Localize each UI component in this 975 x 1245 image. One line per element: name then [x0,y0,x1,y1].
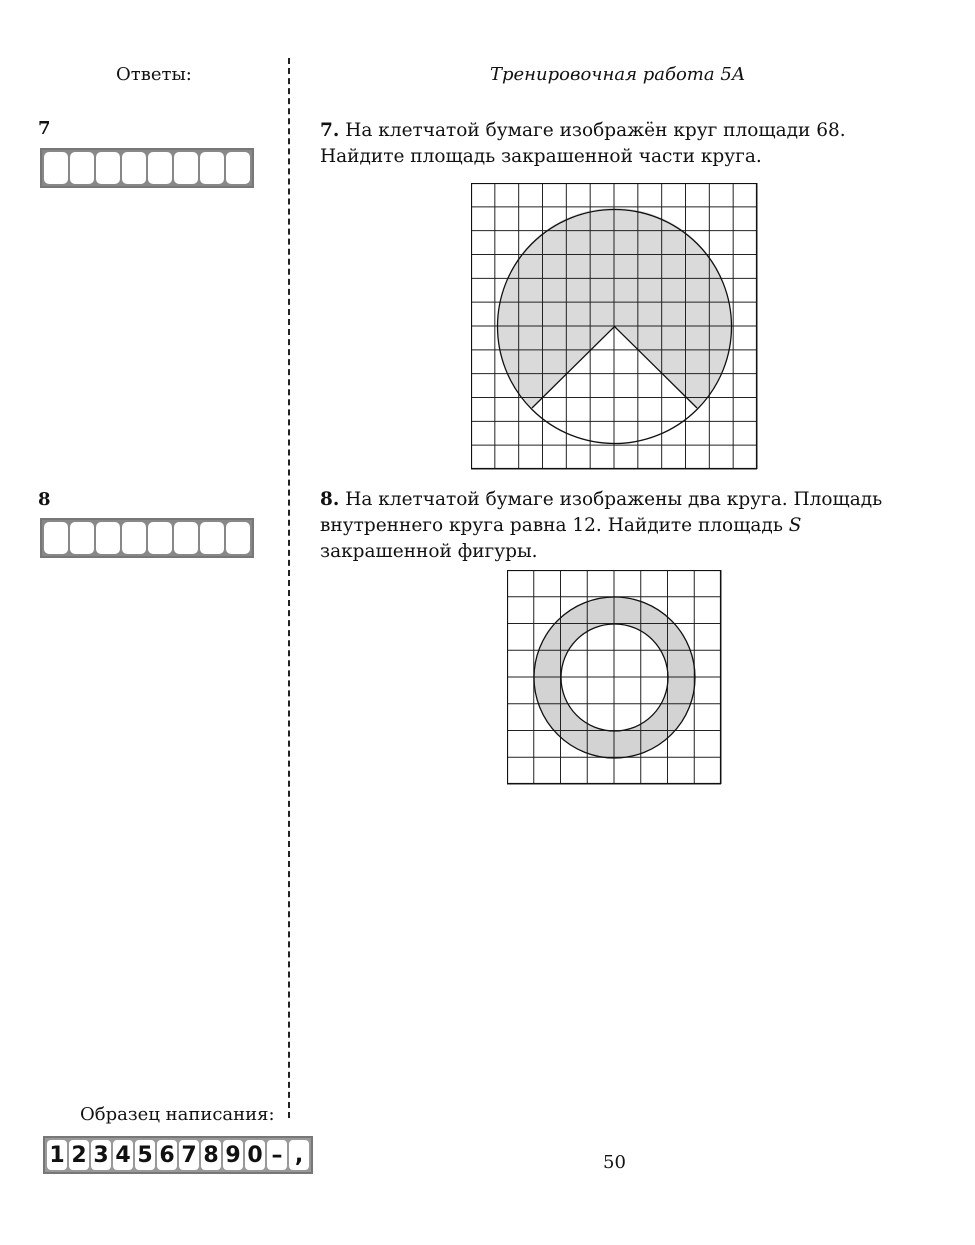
problem-text: На клетчатой бумаге изображён круг площади 68. Найдите площадь закрашенной части круга. [320,120,846,167]
answer-cell[interactable] [122,522,146,554]
answer-cell[interactable] [174,522,198,554]
sample-glyph: 5 [135,1140,155,1170]
answer-cell[interactable] [226,522,250,554]
variable-s: S [788,515,802,536]
sample-glyph: 6 [157,1140,177,1170]
answer-cell[interactable] [96,152,120,184]
sample-digits [43,1136,313,1174]
problem-7 [320,118,920,170]
sample-glyph: 2 [69,1140,89,1170]
answer-cell[interactable] [70,522,94,554]
answer-cell[interactable] [226,152,250,184]
answer-cell[interactable] [200,522,224,554]
answer-field-8[interactable] [40,518,254,558]
problem-number: 7. [320,120,340,141]
answer-cell[interactable] [148,522,172,554]
problem-number: 8. [320,489,340,510]
sample-glyph: 9 [223,1140,243,1170]
sample-glyph: – [267,1140,287,1170]
sample-glyph: 0 [245,1140,265,1170]
sample-glyph: 8 [201,1140,221,1170]
sample-glyph: 1 [47,1140,67,1170]
problem-text-part-2: закрашенной фигуры. [320,541,538,562]
answer-cell[interactable] [44,152,68,184]
sample-glyph: 4 [113,1140,133,1170]
answer-cell[interactable] [174,152,198,184]
sample-glyph: , [289,1140,309,1170]
answers-title: Ответы: [116,64,192,85]
sample-glyph: 3 [91,1140,111,1170]
answer-cell[interactable] [44,522,68,554]
answer-number-7: 7 [38,118,51,139]
figure-8 [507,570,722,785]
answer-cell[interactable] [122,152,146,184]
figure-7 [471,183,758,470]
problem-8 [320,487,920,565]
answer-number-8: 8 [38,489,51,510]
problem-text-part-1: На клетчатой бумаге изображены два круга. Площадь внутреннего круга равна 12. Найдите площадь [320,489,883,536]
answer-cell[interactable] [148,152,172,184]
page-number: 50 [603,1152,626,1173]
answer-cell[interactable] [96,522,120,554]
answer-field-7[interactable] [40,148,254,188]
column-divider [288,58,290,1118]
sample-glyph: 7 [179,1140,199,1170]
answer-cell[interactable] [70,152,94,184]
work-title: Тренировочная работа 5А [490,64,746,85]
answer-cell[interactable] [200,152,224,184]
sample-label: Образец написания: [80,1104,275,1125]
